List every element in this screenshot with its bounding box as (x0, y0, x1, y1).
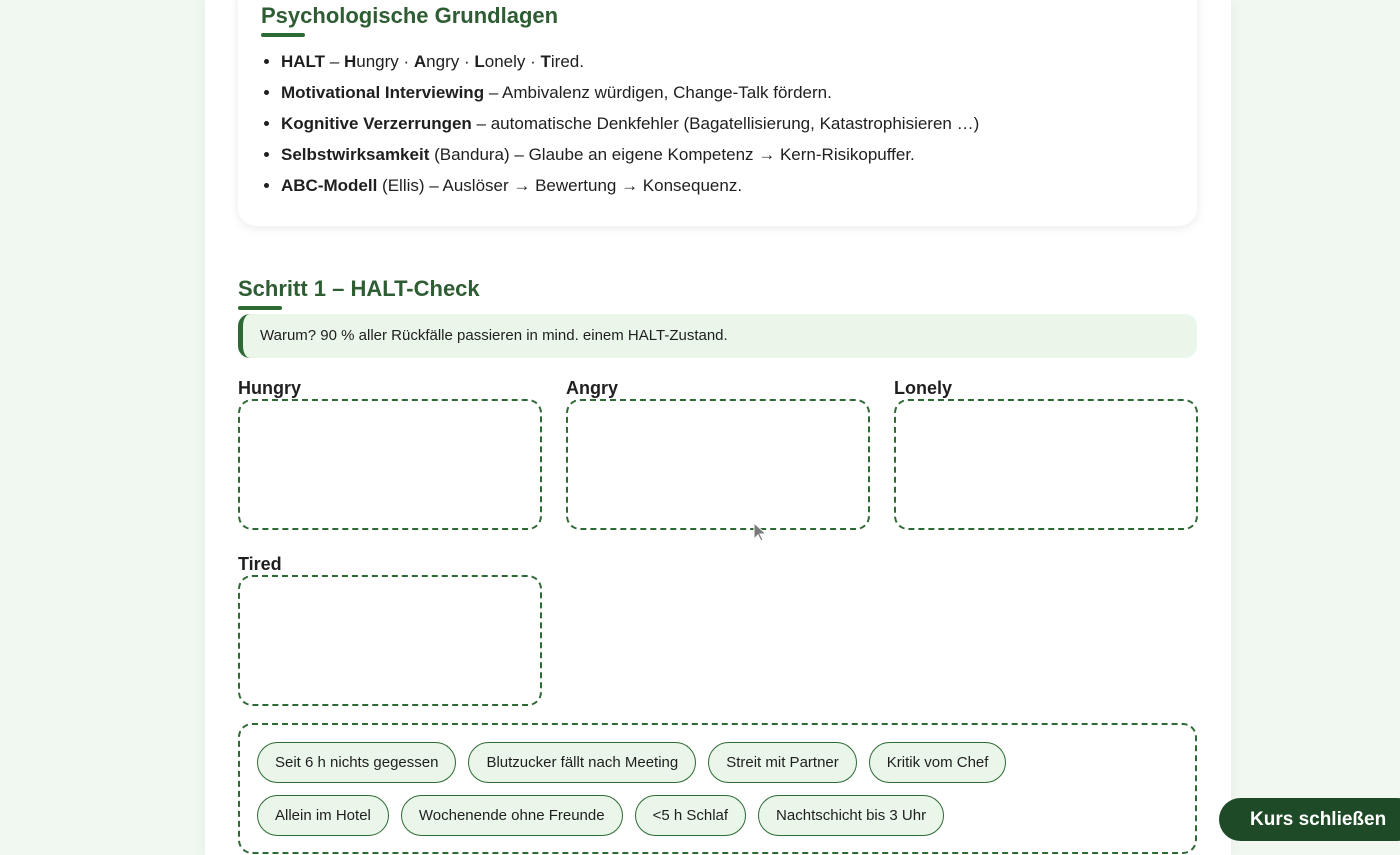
chip-weniger-5h-schlaf[interactable]: <5 h Schlaf (635, 795, 746, 836)
dropzone-lonely[interactable] (894, 399, 1198, 530)
list-item-abc (281, 170, 979, 201)
list-item-text: (Ellis) – Auslöser → Bewertung → Konsequenz. (377, 176, 743, 195)
list-item-term: Kognitive Verzerrungen (281, 114, 472, 133)
list-item-mi (281, 77, 979, 108)
list-item-verzerrungen (281, 108, 979, 139)
zone-label-tired: Tired (238, 554, 282, 574)
zone-label-angry: Angry (566, 378, 619, 398)
zone-label-hungry: Hungry (238, 378, 301, 398)
step1-title-underline (238, 306, 282, 310)
halt-letter-t: T (540, 52, 551, 71)
chip-list (257, 742, 1157, 848)
grundlagen-card (238, 0, 1197, 226)
zone-label-lonely: Lonely (894, 378, 953, 398)
chip-seit-6h-nichts-gegessen[interactable]: Seit 6 h nichts gegessen (257, 742, 456, 783)
list-item-text: – Ambivalenz würdigen, Change-Talk fördern. (484, 83, 832, 102)
dash: – (325, 52, 344, 71)
chip-pool[interactable] (238, 723, 1197, 854)
separator: · (525, 52, 541, 71)
chip-blutzucker-faellt[interactable]: Blutzucker fällt nach Meeting (468, 742, 696, 783)
halt-word-l: onely (484, 52, 526, 71)
list-item-term: Selbstwirksamkeit (281, 145, 430, 164)
halt-letter-h: H (343, 52, 357, 71)
chip-streit-mit-partner[interactable]: Streit mit Partner (708, 742, 857, 783)
halt-word-a: ngry (426, 52, 460, 71)
grundlagen-title: Psychologische Grundlagen (261, 3, 559, 28)
list-item-text: – automatische Denkfehler (Bagatellisierung, Katastrophisieren …) (471, 114, 980, 133)
step1-title: Schritt 1 – HALT-Check (238, 276, 480, 301)
chip-nachtschicht[interactable]: Nachtschicht bis 3 Uhr (758, 795, 944, 836)
dropzone-tired[interactable] (238, 575, 542, 706)
separator: · (398, 52, 414, 71)
separator: · (459, 52, 475, 71)
mouse-pointer-icon (753, 522, 769, 542)
close-course-button[interactable]: Kurs schließen (1219, 798, 1400, 841)
list-item-text: (Bandura) – Glaube an eigene Kompetenz → Kern-Risikopuffer. (429, 145, 915, 164)
list-item-term: HALT (281, 52, 326, 71)
chip-kritik-vom-chef[interactable]: Kritik vom Chef (869, 742, 1007, 783)
info-box: Warum? 90 % aller Rückfälle passieren in mind. einem HALT-Zustand. (238, 314, 1197, 358)
title-underline (261, 33, 305, 37)
list-item-selbstwirksamkeit (281, 139, 979, 170)
dropzone-angry[interactable] (566, 399, 870, 530)
halt-letter-a: A (413, 52, 427, 71)
chip-allein-im-hotel[interactable]: Allein im Hotel (257, 795, 389, 836)
list-item-term: Motivational Interviewing (281, 83, 485, 102)
halt-word-t: ired. (550, 52, 584, 71)
grundlagen-list (281, 46, 979, 201)
list-item-term: ABC-Modell (281, 176, 378, 195)
dropzone-hungry[interactable] (238, 399, 542, 530)
halt-letter-l: L (474, 52, 485, 71)
chip-wochenende-ohne-freunde[interactable]: Wochenende ohne Freunde (401, 795, 623, 836)
halt-word-h: ungry (356, 52, 399, 71)
list-item-halt (281, 46, 979, 77)
course-page (205, 0, 1231, 855)
